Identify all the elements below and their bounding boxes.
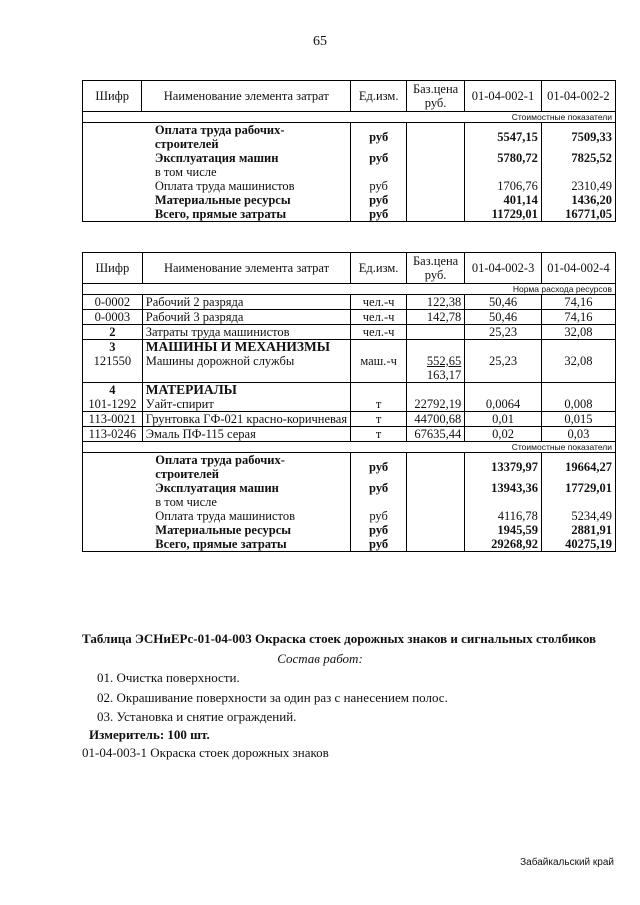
value-cell: 11729,01 xyxy=(465,207,542,222)
cost-row xyxy=(83,151,616,165)
price-cell xyxy=(406,509,464,523)
code-cell: 3 xyxy=(83,340,143,355)
header-name: Наименование элемента затрат xyxy=(142,253,351,284)
cost-row xyxy=(83,207,616,222)
value-cell: 29268,92 xyxy=(465,537,542,552)
unit-cell: т xyxy=(351,397,407,412)
work-item: 01. Очистка поверхности. xyxy=(97,670,240,685)
code-cell xyxy=(83,165,142,179)
code-cell xyxy=(83,481,143,495)
name-cell: Машины дорожной службы xyxy=(142,354,351,383)
name-cell: Эксплуатация машин xyxy=(142,151,351,165)
table-row xyxy=(83,397,616,412)
unit-cell: руб xyxy=(351,151,407,165)
value-cell: 2881,91 xyxy=(541,523,615,537)
page-number: 65 xyxy=(313,34,327,49)
price-cell: 122,38 xyxy=(406,295,464,310)
name-cell: Эмаль ПФ-115 серая xyxy=(142,427,351,442)
value-cell: 5234,49 xyxy=(541,509,615,523)
header-code: Шифр xyxy=(83,81,142,112)
price-cell xyxy=(407,151,465,165)
value-cell: 50,46 xyxy=(465,310,542,325)
unit-cell: руб xyxy=(351,123,407,152)
code-cell: 113-0021 xyxy=(83,412,143,427)
price-cell xyxy=(406,481,464,495)
table-row xyxy=(83,354,616,383)
unit-cell: руб xyxy=(351,523,407,537)
price-cell xyxy=(407,193,465,207)
value-cell: 0,02 xyxy=(465,427,542,442)
name-cell: Материальные ресурсы xyxy=(142,193,351,207)
price-cell: 67635,44 xyxy=(406,427,464,442)
price-cell xyxy=(406,523,464,537)
cost-row xyxy=(83,193,616,207)
value-cell: 74,16 xyxy=(541,295,615,310)
unit-cell: руб xyxy=(351,193,407,207)
value-cell: 74,16 xyxy=(541,310,615,325)
item-code-line: 01-04-003-1 Окраска стоек дорожных знаков xyxy=(82,745,329,760)
cost-row xyxy=(83,179,616,193)
value-cell: 19664,27 xyxy=(541,453,615,482)
price-cell xyxy=(407,123,465,152)
code-cell: 0-0002 xyxy=(83,295,143,310)
name-cell: Оплата труда рабочих-строителей xyxy=(142,123,351,152)
header-name: Наименование элемента затрат xyxy=(142,81,351,112)
value-cell: 7825,52 xyxy=(541,151,615,165)
price-cell xyxy=(407,207,465,222)
value-cell: 4116,78 xyxy=(465,509,542,523)
value-cell: 1436,20 xyxy=(541,193,615,207)
value-cell: 17729,01 xyxy=(541,481,615,495)
group-title: МАТЕРИАЛЫ xyxy=(142,383,351,398)
group-title: МАШИНЫ И МЕХАНИЗМЫ xyxy=(142,340,351,355)
measure-unit: Измеритель: 100 шт. xyxy=(89,727,210,742)
group-header-row xyxy=(83,383,616,398)
name-cell: Грунтовка ГФ-021 красно-коричневая xyxy=(142,412,351,427)
unit-cell xyxy=(351,383,407,398)
work-item: 02. Окрашивание поверхности за один раз с нанесением полос. xyxy=(97,690,448,705)
unit-cell: руб xyxy=(351,537,407,552)
value-cell xyxy=(465,165,542,179)
price-cell xyxy=(406,453,464,482)
header-col-2: 01-04-002-2 xyxy=(541,81,615,112)
header-col-4: 01-04-002-4 xyxy=(541,253,615,284)
price-cell: 22792,19 xyxy=(406,397,464,412)
section-title: Таблица ЭСНиЕРс-01-04-003 Окраска стоек дорожных знаков и сигнальных столбиков xyxy=(82,631,597,646)
value-cell xyxy=(541,383,615,398)
unit-cell: чел.-ч xyxy=(351,325,407,340)
name-cell: Оплата труда машинистов xyxy=(142,179,351,193)
value-cell xyxy=(465,340,542,355)
value-cell xyxy=(541,495,615,509)
code-cell: 101-1292 xyxy=(83,397,143,412)
code-cell xyxy=(83,207,142,222)
price-cell: 142,78 xyxy=(406,310,464,325)
unit-cell xyxy=(351,495,407,509)
unit-cell xyxy=(351,165,407,179)
name-cell: в том числе xyxy=(142,165,351,179)
name-cell: Всего, прямые затраты xyxy=(142,207,351,222)
value-cell: 16771,05 xyxy=(541,207,615,222)
header-col-1: 01-04-002-1 xyxy=(465,81,542,112)
table-row xyxy=(83,310,616,325)
cost-row xyxy=(83,495,616,509)
cost-row xyxy=(83,481,616,495)
unit-cell: чел.-ч xyxy=(351,295,407,310)
name-cell: Оплата труда машинистов xyxy=(142,509,351,523)
old-price: 552,65 xyxy=(426,354,462,368)
value-cell: 2310,49 xyxy=(541,179,615,193)
value-cell: 0,03 xyxy=(541,427,615,442)
value-cell xyxy=(465,495,542,509)
code-cell: 2 xyxy=(83,325,143,340)
group-header-row xyxy=(83,340,616,355)
code-cell xyxy=(83,453,143,482)
price-cell xyxy=(406,383,464,398)
unit-cell: руб xyxy=(351,481,407,495)
code-cell xyxy=(83,193,142,207)
price-cell xyxy=(407,179,465,193)
section-label: Норма расхода ресурсов xyxy=(83,284,616,295)
value-cell: 32,08 xyxy=(541,354,615,383)
price-cell: 44700,68 xyxy=(406,412,464,427)
code-cell xyxy=(83,123,142,152)
name-cell: в том числе xyxy=(142,495,351,509)
cost-table-1 xyxy=(82,80,616,222)
table-row xyxy=(83,427,616,442)
header-base-price: Баз.цена руб. xyxy=(406,253,464,284)
name-cell: Материальные ресурсы xyxy=(142,523,351,537)
code-cell xyxy=(83,509,143,523)
unit-cell: руб xyxy=(351,453,407,482)
price-cell xyxy=(406,354,464,383)
header-code: Шифр xyxy=(83,253,143,284)
cost-table-2 xyxy=(82,252,616,552)
value-cell: 40275,19 xyxy=(541,537,615,552)
unit-cell: руб xyxy=(351,207,407,222)
cost-row xyxy=(83,537,616,552)
code-cell: 4 xyxy=(83,383,143,398)
new-price: 163,17 xyxy=(426,368,462,382)
table-row xyxy=(83,295,616,310)
works-subtitle: Состав работ: xyxy=(277,651,363,666)
value-cell xyxy=(541,165,615,179)
value-cell: 13379,97 xyxy=(465,453,542,482)
value-cell: 32,08 xyxy=(541,325,615,340)
price-cell xyxy=(407,165,465,179)
unit-cell: т xyxy=(351,412,407,427)
header-unit: Ед.изм. xyxy=(351,81,407,112)
cost-row xyxy=(83,523,616,537)
work-item: 03. Установка и снятие ограждений. xyxy=(97,709,297,724)
price-cell xyxy=(406,495,464,509)
name-cell: Затраты труда машинистов xyxy=(142,325,351,340)
value-cell: 50,46 xyxy=(465,295,542,310)
value-cell: 1945,59 xyxy=(465,523,542,537)
region-footer: Забайкальский край xyxy=(520,857,614,868)
unit-cell: руб xyxy=(351,179,407,193)
unit-cell xyxy=(351,340,407,355)
value-cell: 0,01 xyxy=(465,412,542,427)
value-cell: 25,23 xyxy=(465,354,542,383)
unit-cell: чел.-ч xyxy=(351,310,407,325)
name-cell: Эксплуатация машин xyxy=(142,481,351,495)
unit-cell: руб xyxy=(351,509,407,523)
code-cell xyxy=(83,523,143,537)
price-cell xyxy=(406,325,464,340)
value-cell: 5547,15 xyxy=(465,123,542,152)
value-cell xyxy=(465,383,542,398)
header-base-price: Баз.цена руб. xyxy=(407,81,465,112)
value-cell: 7509,33 xyxy=(541,123,615,152)
value-cell: 1706,76 xyxy=(465,179,542,193)
header-col-3: 01-04-002-3 xyxy=(465,253,542,284)
code-cell xyxy=(83,537,143,552)
name-cell: Уайт-спирит xyxy=(142,397,351,412)
value-cell xyxy=(541,340,615,355)
price-cell xyxy=(406,537,464,552)
value-cell: 5780,72 xyxy=(465,151,542,165)
value-cell: 0,008 xyxy=(541,397,615,412)
table-row xyxy=(83,325,616,340)
unit-cell: маш.-ч xyxy=(351,354,407,383)
value-cell: 0,0064 xyxy=(465,397,542,412)
code-cell xyxy=(83,179,142,193)
cost-row xyxy=(83,123,616,152)
section-label: Стоимостные показатели xyxy=(83,442,616,453)
header-unit: Ед.изм. xyxy=(351,253,407,284)
name-cell: Всего, прямые затраты xyxy=(142,537,351,552)
section-label: Стоимостные показатели xyxy=(83,112,616,123)
cost-row xyxy=(83,453,616,482)
unit-cell: т xyxy=(351,427,407,442)
table-row xyxy=(83,412,616,427)
price-cell xyxy=(406,340,464,355)
name-cell: Рабочий 2 разряда xyxy=(142,295,351,310)
name-cell: Оплата труда рабочих-строителей xyxy=(142,453,351,482)
value-cell: 25,23 xyxy=(465,325,542,340)
cost-row xyxy=(83,165,616,179)
code-cell xyxy=(83,495,143,509)
value-cell: 0,015 xyxy=(541,412,615,427)
value-cell: 13943,36 xyxy=(465,481,542,495)
code-cell: 113-0246 xyxy=(83,427,143,442)
value-cell: 401,14 xyxy=(465,193,542,207)
code-cell: 0-0003 xyxy=(83,310,143,325)
cost-row xyxy=(83,509,616,523)
code-cell: 121550 xyxy=(83,354,143,383)
code-cell xyxy=(83,151,142,165)
name-cell: Рабочий 3 разряда xyxy=(142,310,351,325)
